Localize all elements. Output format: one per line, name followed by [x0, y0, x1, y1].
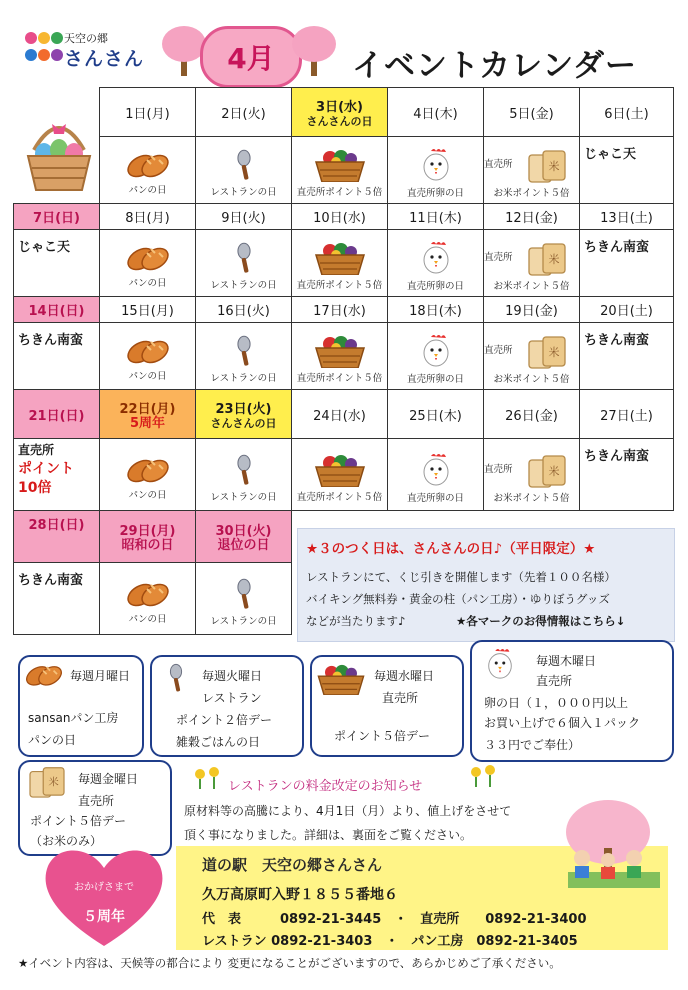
- bread-icon: [125, 579, 171, 609]
- vegetable-basket-icon: [314, 148, 366, 182]
- sansan-day-label: さんさんの日: [210, 416, 277, 430]
- event-cell: 直売所 お米ポイント５倍: [484, 230, 580, 297]
- day-cell: 1日(月): [100, 88, 196, 137]
- event-cell: 直売所 お米ポイント５倍: [484, 137, 580, 204]
- notice-line: ★各マークのお得情報はこちら↓: [456, 614, 626, 628]
- weekly-thursday-box: 毎週木曜日 直売所 卵の日（１，０００円以上 お買い上げで６個入１パック ３３円でご奉仕）: [470, 640, 674, 762]
- picnic-illustration-icon: [548, 796, 670, 892]
- vegetable-basket-icon: [314, 241, 366, 275]
- event-cell: レストランの日: [196, 137, 292, 204]
- event-cell: パンの日: [100, 137, 196, 204]
- day-cell: 5日(金): [484, 88, 580, 137]
- day-cell: 27日(土): [580, 390, 674, 439]
- footer-note: ★イベント内容は、天候等の都合により 変更になることがございますので、あらかじめご了承ください。: [18, 956, 561, 970]
- chicken-icon: [419, 147, 453, 183]
- day-cell: 7日(日): [14, 204, 100, 230]
- day-cell: 3日(水) さんさんの日: [292, 88, 388, 137]
- event-cell: パンの日: [100, 563, 196, 635]
- flower-icon: [468, 764, 502, 788]
- weekly-wednesday-box: 毎週水曜日 直売所 ポイント５倍デー: [310, 655, 464, 757]
- event-cell: レストランの日: [196, 323, 292, 390]
- day-cell: 20日(土): [580, 297, 674, 323]
- day-cell: 11日(木): [388, 204, 484, 230]
- day-cell: 4日(木): [388, 88, 484, 137]
- bread-icon: [125, 455, 171, 485]
- day-cell: 17日(水): [292, 297, 388, 323]
- month-badge: 4月: [200, 26, 302, 88]
- station-name: 道の駅 天空の郷さんさん: [202, 856, 383, 874]
- event-cell: 直売所ポイント５倍: [292, 137, 388, 204]
- event-cell: パンの日: [100, 323, 196, 390]
- event-cell: ちきん南蛮: [14, 323, 100, 390]
- event-cell: レストランの日: [196, 230, 292, 297]
- sansan-day-notice: [297, 528, 675, 642]
- logo-subtitle: 天空の郷: [64, 32, 108, 45]
- event-cell: パンの日: [100, 439, 196, 511]
- restaurant-notice-line: 頂く事になりました。詳細は、裏面をご覧ください。: [184, 828, 473, 842]
- chicken-icon: [419, 452, 453, 488]
- vegetable-basket-icon: [316, 663, 366, 695]
- restaurant-notice-title: レストランの料金改定のお知らせ: [228, 779, 423, 794]
- spoon-icon: [231, 334, 257, 368]
- weekly-friday-box: 毎週金曜日 直売所 ポイント５倍デー （お米のみ）: [18, 760, 172, 856]
- bread-icon: [125, 150, 171, 180]
- bread-icon: [125, 243, 171, 273]
- logo-icon: [24, 30, 64, 64]
- day-cell: 24日(水): [292, 390, 388, 439]
- bread-icon: [125, 336, 171, 366]
- event-cell: じゃこ天: [14, 230, 100, 297]
- day-cell: 16日(火): [196, 297, 292, 323]
- day-cell: 15日(月): [100, 297, 196, 323]
- notice-line: レストランにて、くじ引きを開催します（先着１００名様）: [306, 570, 616, 584]
- page-title: イベントカレンダー: [352, 48, 638, 84]
- day-cell: 6日(土): [580, 88, 674, 137]
- day-cell: 22日(月) 5周年: [100, 390, 196, 439]
- station-address: 久万高原町入野１８５５番地６: [202, 887, 398, 903]
- vegetable-basket-icon: [314, 453, 366, 487]
- rice-bag-icon: [28, 764, 66, 798]
- rice-bag-icon: [527, 452, 567, 488]
- restaurant-notice-line: 原材料等の高騰により、4月1日（月）より、値上げをさせて: [184, 804, 512, 818]
- event-cell: 直売所卵の日: [388, 323, 484, 390]
- notice-line: などが当たります♪: [306, 614, 406, 628]
- weekly-monday-box: 毎週月曜日 sansanパン工房 パンの日: [18, 655, 144, 757]
- phone-line: 代 表 0892-21-3445 ・ 直売所 0892-21-3400: [202, 912, 587, 927]
- heart-text: おかげさまで: [74, 882, 134, 893]
- heart-icon: [40, 842, 168, 948]
- notice-title: ★３のつく日は、さんさんの日♪（平日限定）★: [306, 541, 596, 557]
- event-cell: ちきん南蛮: [580, 323, 674, 390]
- rice-bag-icon: [527, 240, 567, 276]
- day-cell: 12日(金): [484, 204, 580, 230]
- weekly-tuesday-box: 毎週火曜日 レストラン ポイント２倍デー 雑穀ごはんの日: [150, 655, 304, 757]
- rice-bag-icon: [527, 147, 567, 183]
- day-cell: 23日(火) さんさんの日: [196, 390, 292, 439]
- bread-icon: [24, 661, 64, 689]
- rice-bag-icon: [527, 333, 567, 369]
- logo-name: さんさん: [64, 48, 145, 70]
- day-cell: 13日(土): [580, 204, 674, 230]
- phone-line: レストラン 0892-21-3403 ・ パン工房 0892-21-3405: [202, 934, 578, 949]
- chicken-icon: [419, 240, 453, 276]
- event-cell: 直売所ポイント５倍: [292, 439, 388, 511]
- event-cell: じゃこ天: [580, 137, 674, 204]
- event-cell: 直売所ポイント５倍: [292, 323, 388, 390]
- event-cell: 直売所 お米ポイント５倍: [484, 323, 580, 390]
- event-cell: パンの日: [100, 230, 196, 297]
- event-cell: 直売所卵の日: [388, 439, 484, 511]
- day-cell: 2日(火): [196, 88, 292, 137]
- day-cell: 18日(木): [388, 297, 484, 323]
- event-cell: 直売所卵の日: [388, 230, 484, 297]
- chicken-icon: [419, 333, 453, 369]
- spoon-icon: [231, 148, 257, 182]
- event-cell: 直売所卵の日: [388, 137, 484, 204]
- day-cell: 8日(月): [100, 204, 196, 230]
- event-cell: 直売所ポイント５倍: [292, 230, 388, 297]
- day-cell: 19日(金): [484, 297, 580, 323]
- day-cell: 28日(日): [14, 511, 100, 563]
- chicken-icon: [484, 646, 516, 682]
- event-cell: ちきん南蛮: [580, 439, 674, 511]
- spoon-icon: [231, 241, 257, 275]
- spoon-icon: [164, 661, 188, 695]
- vegetable-basket-icon: [314, 334, 366, 368]
- day-cell: 25日(木): [388, 390, 484, 439]
- event-cell: ちきん南蛮: [14, 563, 100, 635]
- flower-icon: [192, 766, 226, 790]
- spoon-icon: [231, 453, 257, 487]
- day-cell: 10日(水): [292, 204, 388, 230]
- event-cell: レストランの日: [196, 563, 292, 635]
- event-cell: レストランの日: [196, 439, 292, 511]
- day-cell: 29日(月) 昭和の日: [100, 511, 196, 563]
- anniversary-label: 5周年: [129, 415, 166, 431]
- day-cell: 9日(火): [196, 204, 292, 230]
- event-cell: 直売所 ポイント 10倍: [14, 439, 100, 511]
- notice-line: バイキング無料券・黄金の柱（パン工房）・ゆりぼうグッズ: [306, 592, 610, 606]
- day-cell: 30日(火) 退位の日: [196, 511, 292, 563]
- holiday-label: 退位の日: [217, 538, 270, 553]
- sansan-day-label: さんさんの日: [306, 114, 373, 128]
- event-cell: ちきん南蛮: [580, 230, 674, 297]
- day-cell: 21日(日): [14, 390, 100, 439]
- spoon-icon: [231, 577, 257, 611]
- day-cell: 14日(日): [14, 297, 100, 323]
- sakura-tree-icon: [290, 22, 338, 78]
- event-cell: 直売所 お米ポイント５倍: [484, 439, 580, 511]
- holiday-label: 昭和の日: [121, 538, 174, 553]
- heart-anniversary: ５周年: [83, 909, 125, 925]
- day-cell: 26日(金): [484, 390, 580, 439]
